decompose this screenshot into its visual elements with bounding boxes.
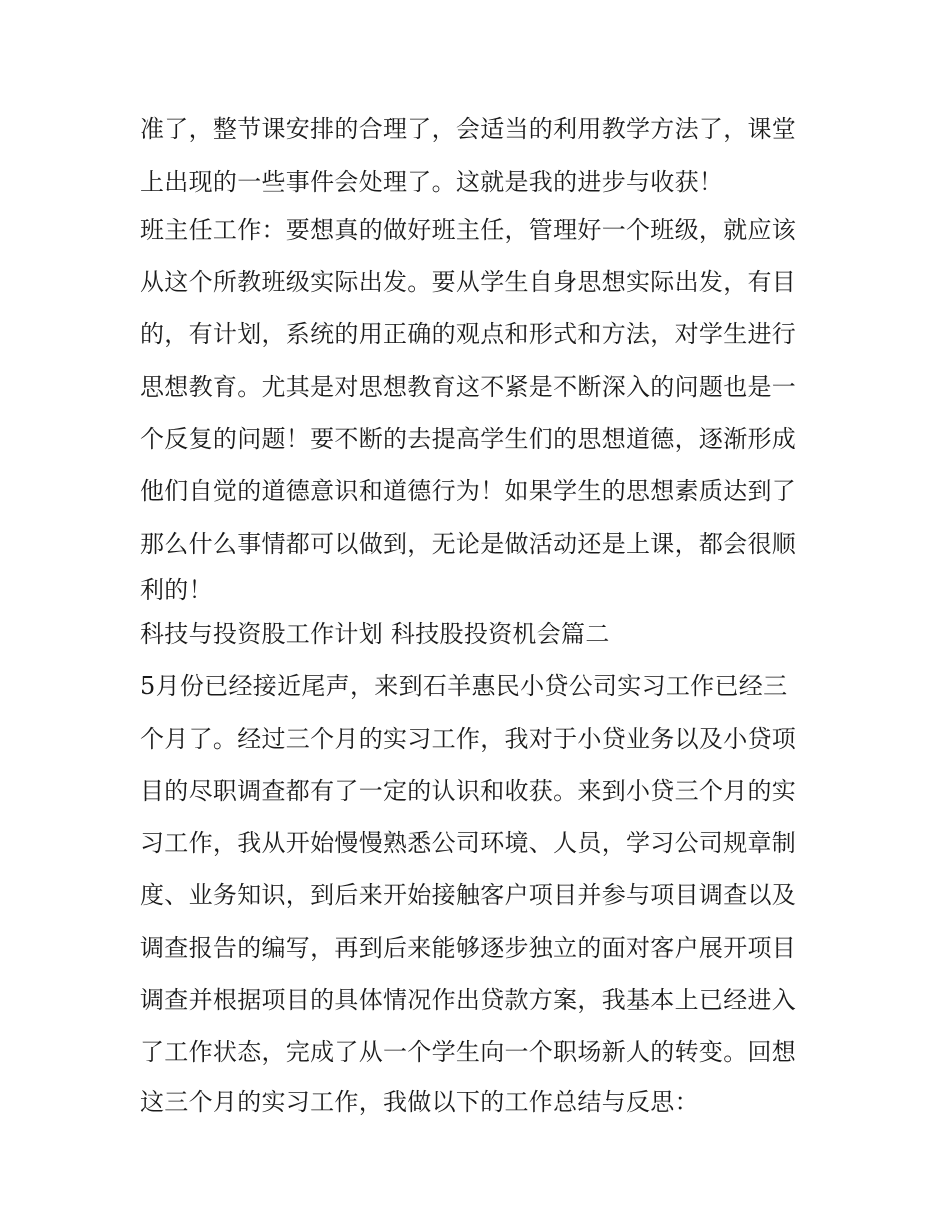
section-heading: 科技与投资股工作计划 科技股投资机会篇二 <box>140 620 610 648</box>
text-line: 目的尽职调查都有了一定的认识和收获。来到小贷三个月的实 <box>140 777 797 805</box>
text-line: 利的！ <box>140 576 213 604</box>
text-line: 那么什么事情都可以做到，无论是做活动还是上课，都会很顺 <box>140 530 797 558</box>
text-line: 个月了。经过三个月的实习工作，我对于小贷业务以及小贷项 <box>140 725 797 753</box>
text-line: 思想教育。尤其是对思想教育这不紧是不断深入的问题也是一 <box>140 373 797 401</box>
text-line: 准了，整节课安排的合理了，会适当的利用教学方法了，课堂 <box>140 115 797 143</box>
text-line: 上出现的一些事件会处理了。这就是我的进步与收获！ <box>140 168 724 196</box>
text-line: 调查并根据项目的具体情况作出贷款方案，我基本上已经进入 <box>140 986 797 1014</box>
text-line: 调查报告的编写，再到后来能够逐步独立的面对客户展开项目 <box>140 934 797 962</box>
text-line: 他们自觉的道德意识和道德行为！如果学生的思想素质达到了 <box>140 477 797 505</box>
text-line: 的，有计划，系统的用正确的观点和形式和方法，对学生进行 <box>140 320 797 348</box>
text-line: 了工作状态，完成了从一个学生向一个职场新人的转变。回想 <box>140 1038 797 1066</box>
text-line: 5月份已经接近尾声，来到石羊惠民小贷公司实习工作已经三 <box>140 672 788 700</box>
text-line: 这三个月的实习工作，我做以下的工作总结与反思： <box>140 1088 699 1116</box>
text-line: 习工作，我从开始慢慢熟悉公司环境、人员，学习公司规章制 <box>140 829 797 857</box>
text-line: 度、业务知识，到后来开始接触客户项目并参与项目调查以及 <box>140 881 797 909</box>
text-line: 从这个所教班级实际出发。要从学生自身思想实际出发，有目 <box>140 268 797 296</box>
text-line: 班主任工作：要想真的做好班主任，管理好一个班级，就应该 <box>140 216 797 244</box>
text-line: 个反复的问题！要不断的去提高学生们的思想道德，逐渐形成 <box>140 425 797 453</box>
